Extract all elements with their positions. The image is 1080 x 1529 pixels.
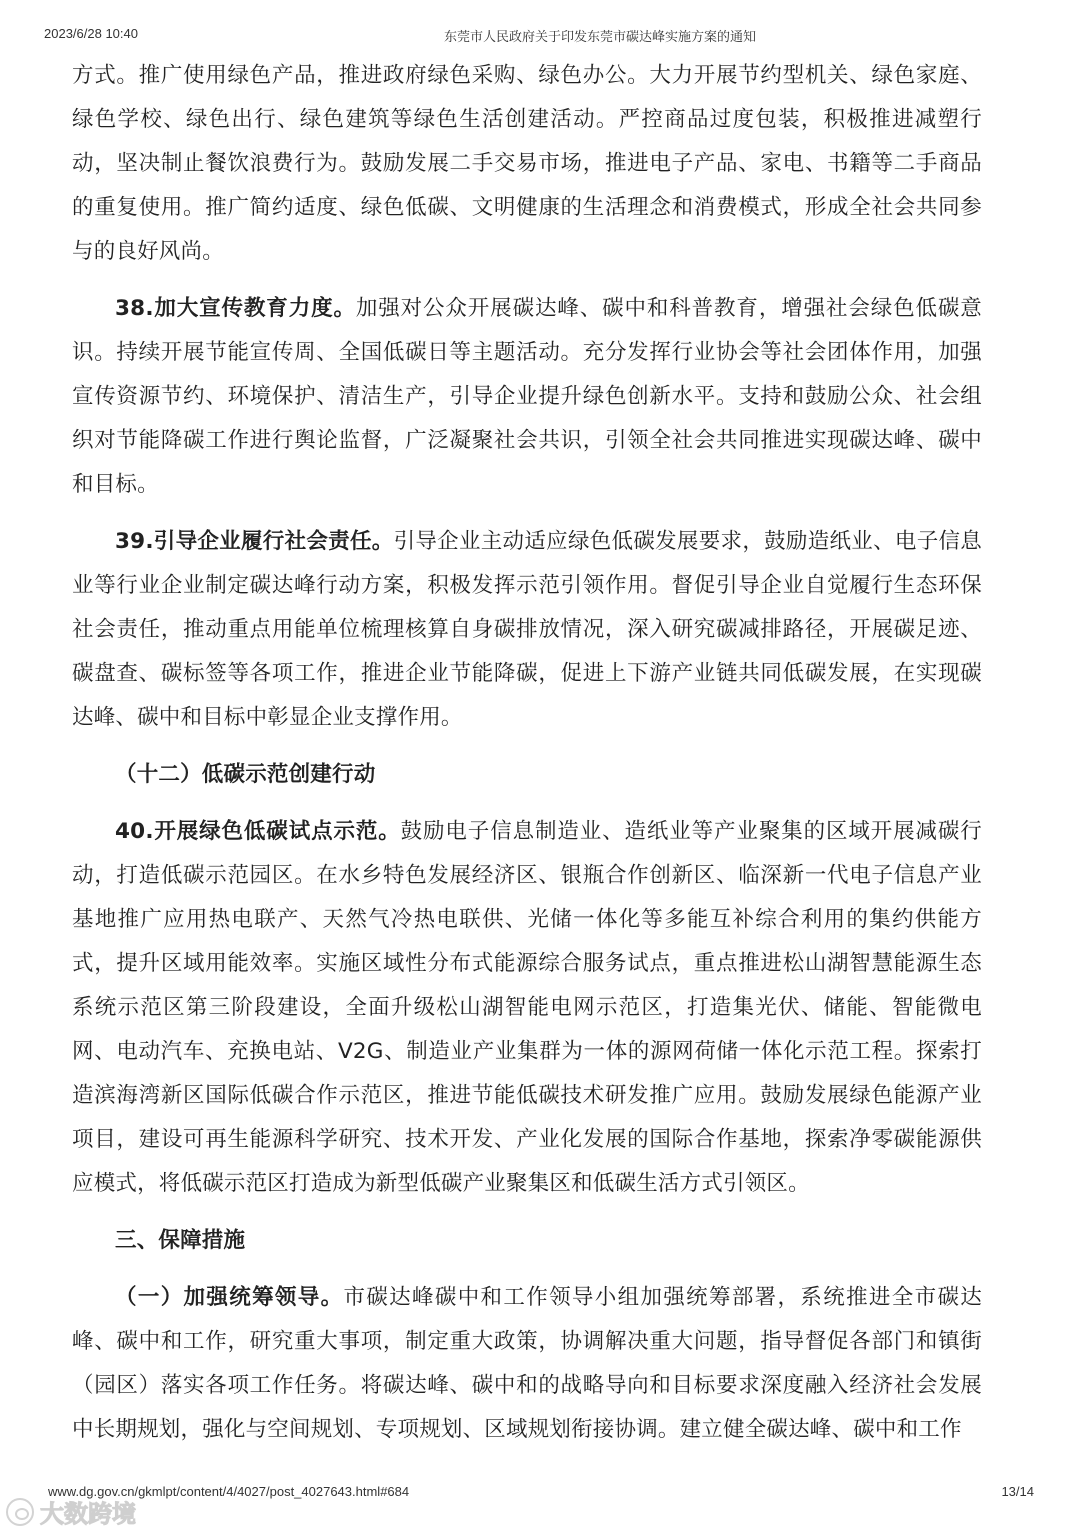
paragraph-40 xyxy=(72,810,982,1206)
item-39-title: 39.引导企业履行社会责任。 xyxy=(115,529,394,554)
item-40-body: 鼓励电子信息制造业、造纸业等产业聚集的区域开展减碳行动，打造低碳示范园区。在水乡特色发展经济区、银瓶合作创新区、临深新一代电子信息产业基地推广应用热电联产、天然气冷热电联供、光储一体化等多能互补综合利用的集约供能方式，提升区域用能效率。实施区域性分布式能源综合服务试点，重点推进松山湖智慧能源生态系统示范区第三阶段建设，全面升级松山湖智能电网示范区，打造集光伏、储能、智能微电网、电动汽车、充换电站、V2G、制造业产业集群为一体的源网荷储一体化示范工程。探索打造滨海湾新区国际低碳合作示范区，推进节能低碳技术研发推广应用。鼓励发展绿色能源产业项目，建设可再生能源科学研究、技术开发、产业化发展的国际合作基地，探索净零碳能源供应模式，将低碳示范区打造成为新型低碳产业聚集区和低碳生活方式引领区。 xyxy=(72,819,983,1196)
paragraph-guarantee-1 xyxy=(72,1276,982,1452)
document-body xyxy=(72,54,982,1452)
item-38-title: 38.加大宣传教育力度。 xyxy=(115,296,356,321)
document-title: 东莞市人民政府关于印发东莞市碳达峰实施方案的通知 xyxy=(444,29,757,44)
print-footer xyxy=(44,1484,1036,1504)
guarantee-1-title: （一）加强统筹领导。 xyxy=(115,1285,344,1310)
print-datetime: 2023/6/28 10:40 xyxy=(44,26,138,41)
watermark-logo-icon xyxy=(6,1498,34,1526)
watermark xyxy=(6,1494,136,1529)
paragraph-intro: 方式。推广使用绿色产品，推进政府绿色采购、绿色办公。大力开展节约型机关、绿色家庭、绿色学校、绿色出行、绿色建筑等绿色生活创建活动。严控商品过度包装，积极推进减塑行动，坚决制止餐饮浪费行为。鼓励发展二手交易市场，推进电子产品、家电、书籍等二手商品的重复使用。推广简约适度、绿色低碳、文明健康的生活理念和消费模式，形成全社会共同参与的良好风尚。 xyxy=(72,63,982,264)
guarantee-1-body: 市碳达峰碳中和工作领导小组加强统筹部署，系统推进全市碳达峰、碳中和工作，研究重大事项，制定重大政策，协调解决重大问题，指导督促各部门和镇街（园区）落实各项工作任务。将碳达峰、碳中和的战略导向和目标要求深度融入经济社会发展中长期规划，强化与空间规划、专项规划、区域规划衔接协调。建立健全碳达峰、碳中和工作 xyxy=(72,1285,982,1442)
item-39-body: 引导企业主动适应绿色低碳发展要求，鼓励造纸业、电子信息业等行业企业制定碳达峰行动方案，积极发挥示范引领作用。督促引导企业自觉履行生态环保社会责任，推动重点用能单位梳理核算自身碳排放情况，深入研究碳减排路径，开展碳足迹、碳盘查、碳标签等各项工作，推进企业节能降碳，促进上下游产业链共同低碳发展，在实现碳达峰、碳中和目标中彰显企业支撑作用。 xyxy=(72,529,982,730)
item-38-body: 加强对公众开展碳达峰、碳中和科普教育，增强社会绿色低碳意识。持续开展节能宣传周、全国低碳日等主题活动。充分发挥行业协会等社会团体作用，加强宣传资源节约、环境保护、清洁生产，引导企业提升绿色创新水平。支持和鼓励公众、社会组织对节能降碳工作进行舆论监督，广泛凝聚社会共识，引领全社会共同推进实现碳达峰、碳中和目标。 xyxy=(72,296,982,497)
paragraph-38 xyxy=(72,287,982,507)
watermark-text: 大数跨境 xyxy=(40,1500,136,1528)
print-header xyxy=(44,26,1036,46)
item-40-title: 40.开展绿色低碳试点示范。 xyxy=(115,819,401,844)
page-url: www.dg.gov.cn/gkmlpt/content/4/4027/post_4027643.html#684 xyxy=(48,1484,410,1499)
paragraph-39 xyxy=(72,520,982,740)
section-heading-3: 三、保障措施 xyxy=(115,1228,246,1253)
page-number: 13/14 xyxy=(1001,1484,1034,1499)
section-heading-12: （十二）低碳示范创建行动 xyxy=(115,762,376,787)
